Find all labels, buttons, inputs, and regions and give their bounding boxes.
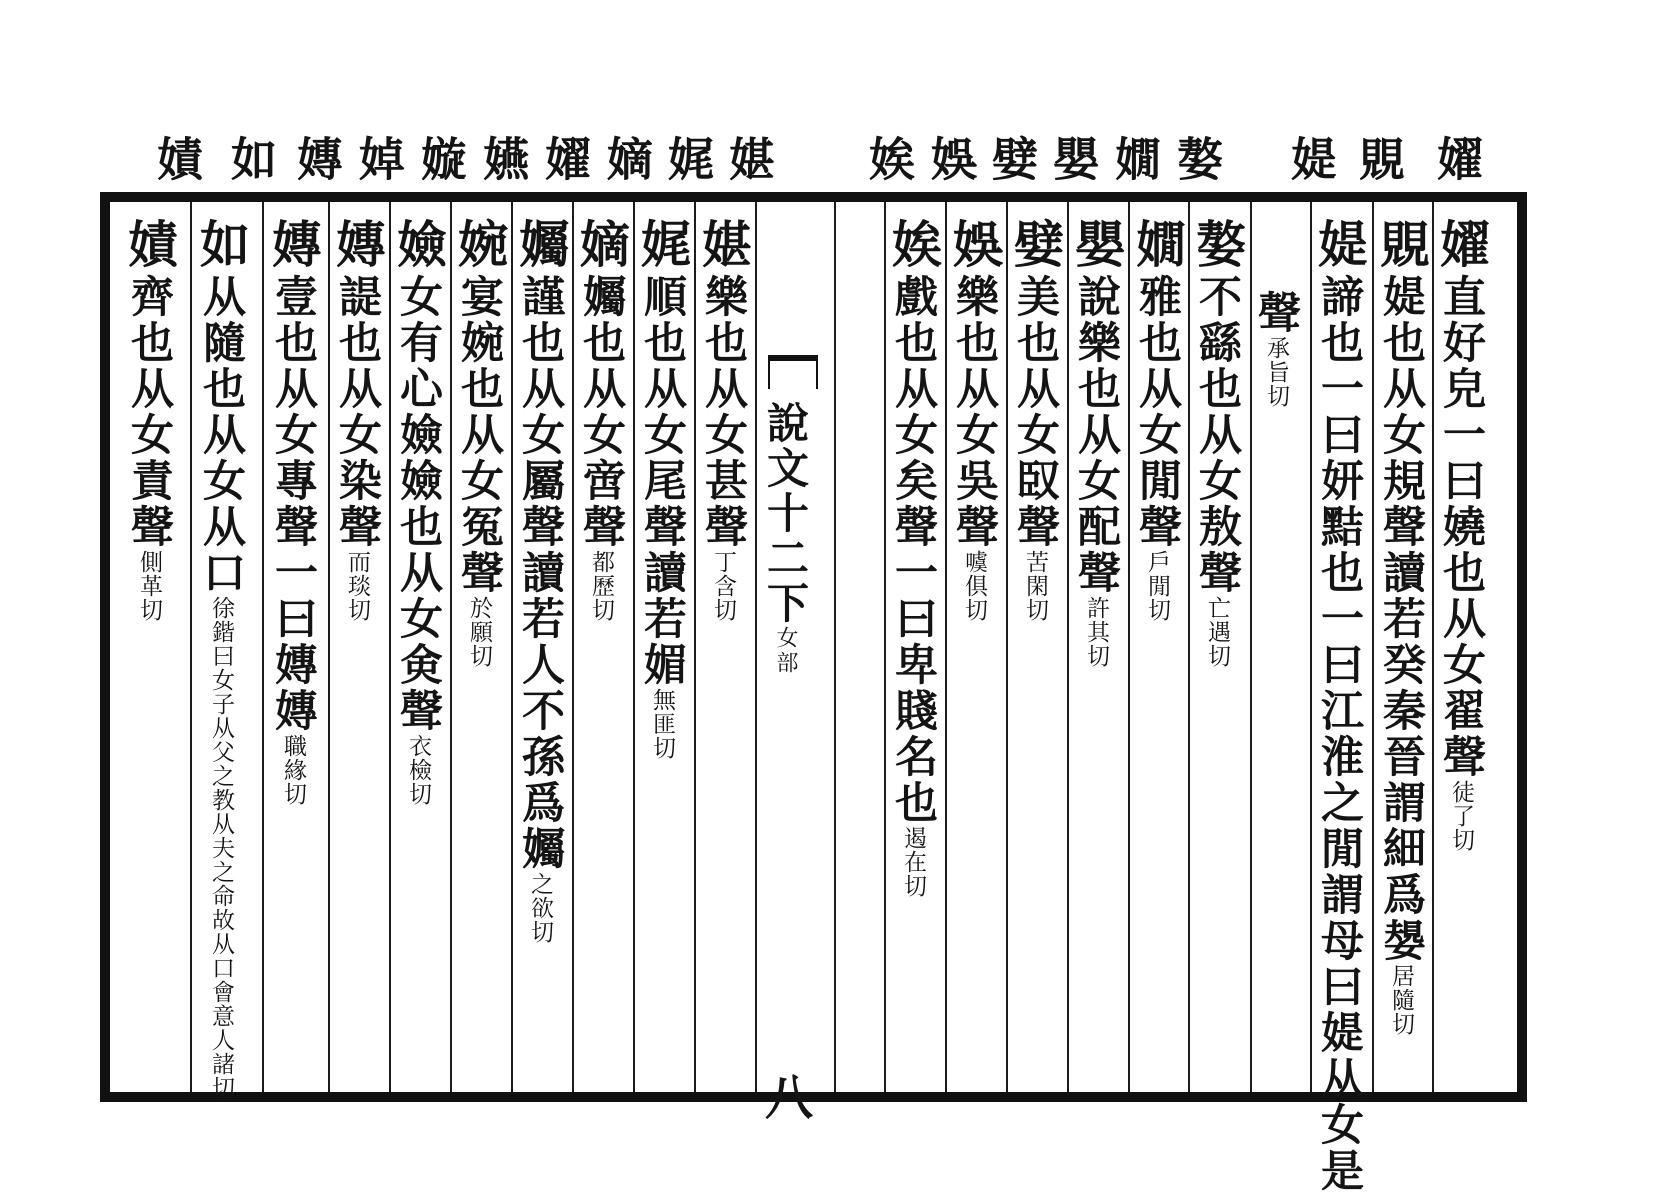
fanqie-note: 徒了切: [1448, 780, 1474, 852]
column-rule: [1067, 202, 1069, 1092]
fanqie-note: 戶閒切: [1144, 550, 1170, 622]
headword: 娓: [661, 135, 715, 181]
fanqie-note: 之欲切: [527, 872, 553, 944]
entry-column: [192, 218, 251, 1100]
headword: 娛: [924, 135, 978, 181]
chapter-title-text: 說文十二下: [761, 401, 810, 626]
column-rule: [1006, 202, 1008, 1092]
seal-glyph: 媅: [694, 218, 753, 274]
fanqie-note: 承旨切: [1263, 336, 1289, 408]
entry-column: [389, 218, 448, 806]
headword: 嫺: [1108, 135, 1162, 181]
chapter-subtitle: 女部: [773, 626, 798, 676]
entry-column: [1432, 218, 1491, 852]
seal-glyph: 覞: [1372, 218, 1431, 274]
entry-column: [945, 218, 1004, 622]
seal-glyph: 嬥: [1432, 218, 1491, 274]
headword: 媞: [1284, 135, 1338, 181]
entry-text: 聲: [1251, 290, 1301, 336]
column-rule: [190, 202, 192, 1092]
entry-column: [1128, 218, 1187, 622]
fanqie-note: 苦閑切: [1022, 550, 1048, 622]
fishtail-ornament: [768, 355, 818, 389]
column-rule: [262, 202, 264, 1092]
entry-text: 孎也从女啻聲: [576, 274, 626, 550]
entry-column: [328, 218, 387, 622]
column-rule: [450, 202, 452, 1092]
column-rule: [1128, 202, 1130, 1092]
headword: 媅: [722, 135, 776, 181]
entry-text: 壹也从女專聲一曰嫥嫥: [268, 274, 318, 734]
column-rule: [945, 202, 947, 1092]
entry-text: 樂也从女甚聲: [698, 274, 748, 550]
headword: 嬖: [985, 135, 1039, 181]
fanqie-note: 都歷切: [588, 550, 614, 622]
headword: 嫥: [290, 135, 344, 181]
entry-column: [694, 218, 753, 622]
headword: 嬿: [476, 135, 530, 181]
seal-glyph: 娭: [884, 218, 943, 274]
entry-text: 美也从女臤聲: [1010, 274, 1060, 550]
chapter-title: [761, 401, 810, 676]
fanqie-note: 丁含切: [710, 550, 736, 622]
entry-text: 从隨也从女从口: [196, 274, 246, 596]
entry-column: [1188, 218, 1247, 668]
headword: 嬥: [1430, 135, 1484, 181]
headword: 如: [224, 135, 278, 181]
entry-column: [1251, 290, 1301, 408]
entry-column: [120, 218, 179, 622]
seal-glyph: 嬖: [1006, 218, 1065, 274]
column-rule: [1310, 202, 1312, 1092]
column-rule: [389, 202, 391, 1092]
entry-text: 說樂也从女配聲: [1071, 274, 1121, 596]
seal-glyph: 娛: [945, 218, 1004, 274]
entry-column: [633, 218, 692, 760]
entry-text: 直好皃一曰嬈也从女翟聲: [1436, 274, 1486, 780]
fanqie-note: 噳俱切: [961, 550, 987, 622]
entry-text: 諦也一曰妍黠也一曰江淮之閒謂母曰媞从女是: [1314, 274, 1364, 1194]
headword: 婥: [352, 135, 406, 181]
column-rule: [884, 202, 886, 1092]
entry-text: 不繇也从女敖聲: [1192, 274, 1242, 596]
entry-column: [572, 218, 631, 622]
headword: 嬥: [538, 135, 592, 181]
seal-glyph: 嫯: [1188, 218, 1247, 274]
column-rule: [511, 202, 513, 1092]
entry-text: 女有心嬐嬐也从女㑒聲: [393, 274, 443, 734]
fanqie-note: 職緣切: [280, 734, 306, 806]
column-rule: [694, 202, 696, 1092]
entry-column: [511, 218, 570, 944]
headword: 嬰: [1046, 135, 1100, 181]
entry-text: 雅也从女閒聲: [1132, 274, 1182, 550]
headword: 嫯: [1170, 135, 1224, 181]
entry-column: [884, 218, 943, 898]
entry-text: 順也从女尾聲讀若媚: [637, 274, 687, 688]
page-number: 八: [765, 1070, 814, 1126]
column-rule: [1188, 202, 1190, 1092]
seal-glyph: 媞: [1310, 218, 1369, 274]
fanqie-note: 遏在切: [900, 826, 926, 898]
entry-text: 戲也从女矣聲一曰卑賤名也: [888, 274, 938, 826]
center-margin: [755, 205, 833, 1126]
seal-glyph: 嫺: [1128, 218, 1187, 274]
seal-glyph: 嫡: [572, 218, 631, 274]
headword: 娭: [862, 135, 916, 181]
fanqie-note: 許其切: [1083, 596, 1109, 668]
seal-glyph: 如: [192, 218, 251, 274]
column-rule: [633, 202, 635, 1092]
fanqie-note: 衣檢切: [405, 734, 431, 806]
entry-text: 宴婉也从女冤聲: [454, 274, 504, 596]
seal-glyph: 嫥: [328, 218, 387, 274]
headword: 嫙: [414, 135, 468, 181]
seal-glyph: 婉: [450, 218, 509, 274]
entry-column: [450, 218, 509, 668]
column-rule: [1432, 202, 1434, 1092]
fanqie-note: 側革切: [136, 550, 162, 622]
seal-glyph: 嬰: [1067, 218, 1126, 274]
entry-text: 諟也从女染聲: [332, 274, 382, 550]
seal-glyph: 嫧: [120, 218, 179, 274]
headword: 嫧: [150, 135, 204, 181]
seal-glyph: 嬐: [389, 218, 448, 274]
entry-column: [1310, 218, 1369, 1194]
headword: 覞: [1352, 135, 1406, 181]
headword: 嫡: [600, 135, 654, 181]
entry-column: [1372, 218, 1431, 1036]
fanqie-note: 徐鍇曰女子从父之教从夫之命故从口會意人諸切: [208, 596, 234, 1100]
column-rule: [572, 202, 574, 1092]
entry-text: 齊也从女責聲: [124, 274, 174, 550]
fanqie-note: 亡遇切: [1204, 596, 1230, 668]
fanqie-note: 於願切: [466, 596, 492, 668]
entry-column: [1067, 218, 1126, 668]
seal-glyph: 嫥: [264, 218, 323, 274]
entry-column: [264, 218, 323, 806]
column-rule: [1372, 202, 1374, 1092]
fanqie-note: 無匪切: [649, 688, 675, 760]
entry-text: 媞也从女規聲讀若癸秦晉謂細爲嫢: [1376, 274, 1426, 964]
entry-column: [1006, 218, 1065, 622]
column-rule: [834, 202, 836, 1092]
fanqie-note: 居隨切: [1388, 964, 1414, 1036]
seal-glyph: 娓: [633, 218, 692, 274]
entry-text: 樂也从女吳聲: [949, 274, 999, 550]
fanqie-note: 而琰切: [344, 550, 370, 622]
entry-text: 謹也从女屬聲讀若人不孫爲孎: [515, 274, 565, 872]
seal-glyph: 孎: [511, 218, 570, 274]
column-rule: [328, 202, 330, 1092]
